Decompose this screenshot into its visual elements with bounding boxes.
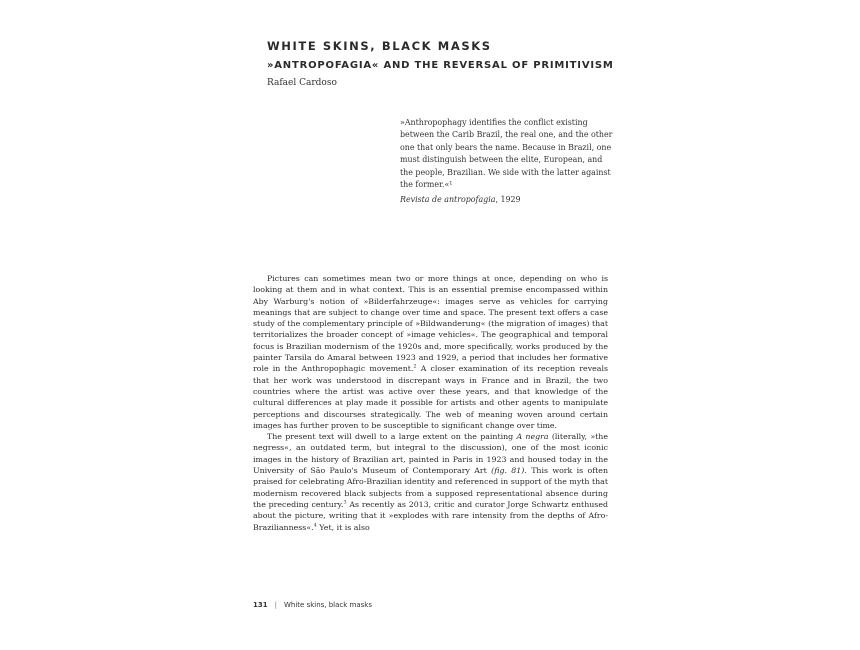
running-title: White skins, black masks	[283, 601, 373, 609]
epigraph-source-title: Revista de antropofagia	[400, 195, 496, 205]
paragraph-2-text-a: The present text will dwell to a large extent on the painting	[267, 432, 517, 442]
footnote-ref-4[interactable]: 4	[313, 521, 317, 528]
paragraph-1	[253, 273, 608, 431]
article-header	[267, 38, 687, 90]
page-footer	[253, 601, 372, 609]
epigraph-quote: »Anthropophagy identifies the conflict existing between the Carib Brazil, the real one, and the other one that only bears the name. Because in Brazil, one must distinguish between the elite, European, and the people, Brazilian. We side with the latter against the former.«¹	[400, 118, 613, 190]
footnote-ref-2[interactable]: 2	[413, 363, 417, 370]
article-title: WHITE SKINS, BLACK MASKS	[267, 39, 492, 53]
footnote-ref-3[interactable]: 3	[343, 499, 347, 506]
paragraph-2-text-c: . This work is often praised for celebrating Afro-Brazilian identity and referenced in support of the myth that modernism recovered black subjects from a supposed representational absence during the preceding century.	[253, 466, 609, 509]
footer-separator: |	[274, 601, 277, 609]
paragraph-2-text-b: (literally, »the negress«, an outdated term, but integral to the discussion), one of the most iconic images in the history of Brazilian art, painted in Paris in 1923 and housed today in the University of São Paulo's Museum of Contemporary Art	[253, 432, 608, 476]
page-number: 131	[253, 601, 268, 609]
paragraph-1-continued: A closer examination of its reception reveals that her work was understood in discrepant ways in France and in Brazil, the two countries where the artist was active over these years, and that knowledge of the cultural differences at play made it possible for artists and other agents to manipulate perceptions and discourses strategically. The web of meaning woven around certain images has further proven to be susceptible to significant change over time.	[253, 364, 608, 430]
author-name: Rafael Cardoso	[267, 78, 337, 88]
paragraph-2-text-d: As recently as 2013, critic and curator Jorge Schwartz enthused about the picture, writing that it »explodes with rare intensity from the depths of Afro-Brazilianness«.	[253, 499, 608, 532]
body-text	[253, 273, 608, 533]
paragraph-1-text: Pictures can sometimes mean two or more things at once, depending on who is looking at them and in what context. This is an essential premise encompassed within Aby Warburg's notion of »Bilderfahrzeuge«: images serve as vehicles for carrying meanings that are subject to change over time and space. The present text offers a case study of the complementary principle of »Bildwanderung« (the migration of images) that territorializes the broader concept of »image vehicles«. The geographical and temporal focus is Brazilian modernism of the 1920s and, more specifically, works produced by the painter Tarsila do Amaral between 1923 and 1929, a period that includes her formative role in the Anthropophagic movement.	[253, 274, 608, 374]
article-subtitle: »ANTROPOFAGIA« AND THE REVERSAL OF PRIMITIVISM	[267, 60, 614, 71]
paragraph-2	[253, 431, 608, 533]
figure-reference[interactable]: (fig. 81)	[491, 466, 525, 476]
epigraph-source-year: , 1929	[495, 195, 521, 205]
paragraph-2-text-e: Yet, it is also	[316, 522, 370, 532]
painting-title: A negra	[516, 432, 549, 442]
epigraph	[400, 117, 615, 207]
epigraph-source	[400, 194, 615, 206]
